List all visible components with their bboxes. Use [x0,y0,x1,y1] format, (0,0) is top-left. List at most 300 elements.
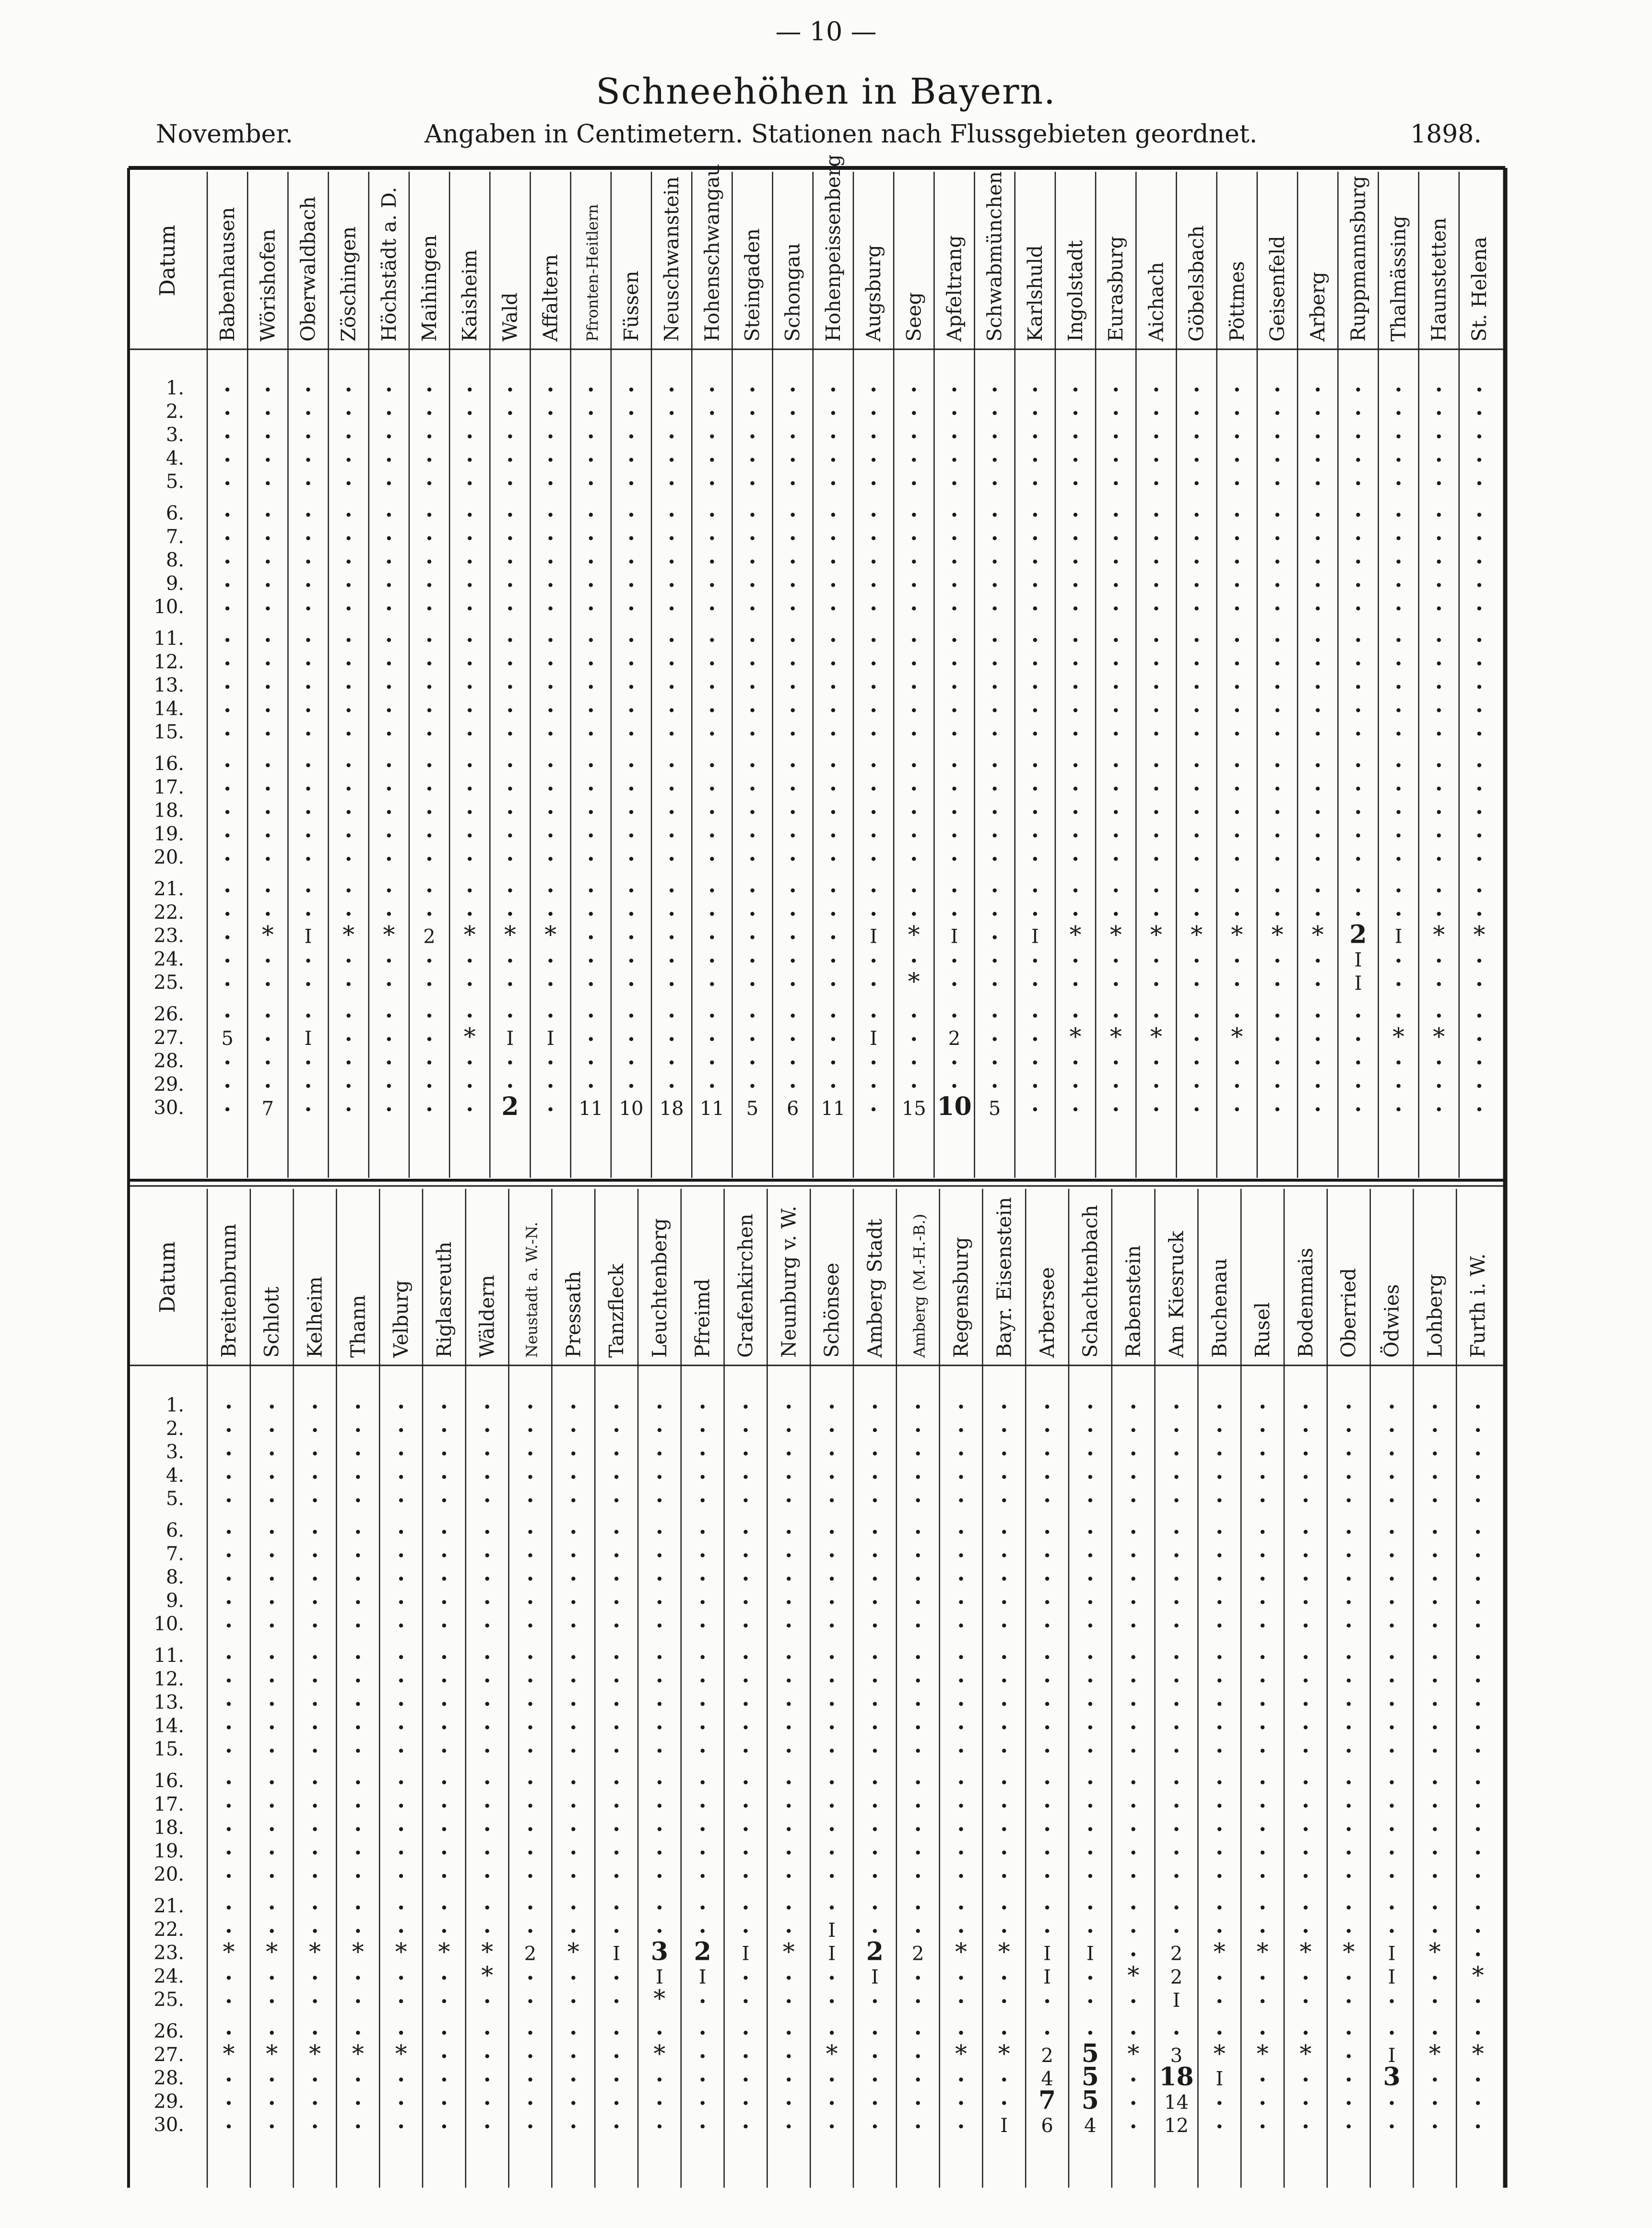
no-snow-dot [1433,1850,1437,1854]
no-snow-dot [750,857,754,861]
no-snow-dot [266,434,270,438]
no-snow-dot [1275,434,1279,438]
no-snow-dot [485,2077,489,2081]
no-snow-dot [1033,763,1037,767]
day-label: 21. [153,1895,184,1917]
no-snow-dot [1045,1498,1049,1502]
no-snow-dot [1045,1874,1049,1878]
no-snow-dot [1316,787,1320,791]
no-snow-dot [873,2031,877,2035]
no-snow-dot [916,1475,920,1479]
no-snow-dot [1476,1906,1480,1909]
snow-depth-value: I [1000,2115,1008,2137]
no-snow-dot [1477,481,1481,485]
station-header: Seeg [902,292,926,342]
no-snow-dot [485,1804,489,1808]
no-snow-dot [614,1725,618,1729]
no-snow-dot [1235,708,1239,712]
trace-snow-mark: * [1109,921,1122,949]
no-snow-dot [571,1600,575,1604]
no-snow-dot [589,1060,593,1064]
no-snow-dot [1217,1780,1221,1784]
no-snow-dot [225,1060,229,1064]
no-snow-dot [750,912,754,916]
no-snow-dot [306,559,310,563]
no-snow-dot [743,1679,747,1683]
trace-snow-mark: * [826,2039,838,2068]
no-snow-dot [1261,2101,1264,2105]
no-snow-dot [1396,708,1400,712]
no-snow-dot [1194,1014,1198,1018]
day-label: 8. [165,1566,184,1588]
station-header: Grafenkirchen [734,1213,757,1358]
no-snow-dot [831,810,835,814]
no-snow-dot [427,411,431,415]
snow-depth-value: I [1086,1943,1094,1965]
no-snow-dot [1356,434,1360,438]
no-snow-dot [1396,662,1400,665]
no-snow-dot [346,606,350,610]
no-snow-dot [1174,1906,1178,1909]
no-snow-dot [992,606,996,610]
no-snow-dot [872,638,875,642]
no-snow-dot [571,1624,575,1627]
no-snow-dot [1476,1655,1480,1659]
no-snow-dot [1074,513,1077,517]
no-snow-dot [270,1679,274,1683]
no-snow-dot [313,1576,317,1580]
no-snow-dot [916,1624,920,1627]
no-snow-dot [952,1060,956,1064]
no-snow-dot [313,1976,317,1979]
no-snow-dot [306,833,310,837]
no-snow-dot [313,1553,317,1557]
no-snow-dot [387,685,391,688]
snow-depth-value: 2 [1041,2044,1053,2067]
no-snow-dot [508,1060,512,1064]
no-snow-dot [306,536,310,540]
no-snow-dot [346,857,350,861]
no-snow-dot [1347,1655,1351,1659]
no-snow-dot [1356,1107,1360,1111]
no-snow-dot [1174,1679,1178,1683]
no-snow-dot [1390,1804,1393,1808]
no-snow-dot [266,857,270,861]
no-snow-dot [468,1107,472,1111]
day-label: 26. [153,2020,184,2042]
trace-snow-mark: * [395,2039,407,2068]
no-snow-dot [750,685,754,688]
no-snow-dot [1356,1014,1360,1018]
no-snow-dot [750,982,754,986]
no-snow-dot [658,1576,661,1580]
no-snow-dot [1261,1929,1264,1933]
no-snow-dot [387,787,391,791]
no-snow-dot [508,912,512,916]
no-snow-dot [313,1600,317,1604]
no-snow-dot [528,1827,532,1831]
station-header: Amberg (M.-H.-B.) [910,1213,929,1358]
no-snow-dot [1356,732,1360,735]
no-snow-dot [227,1976,231,1979]
no-snow-dot [1194,787,1198,791]
no-snow-dot [830,2031,834,2035]
no-snow-dot [787,2077,791,2081]
no-snow-dot [1347,1804,1351,1808]
no-snow-dot [710,685,714,688]
no-snow-dot [1074,559,1077,563]
no-snow-dot [629,1014,633,1018]
no-snow-dot [872,1014,875,1018]
no-snow-dot [831,685,835,688]
no-snow-dot [356,1929,360,1933]
no-snow-dot [528,1600,532,1604]
no-snow-dot [912,912,916,916]
no-snow-dot [750,763,754,767]
no-snow-dot [1002,1451,1006,1455]
day-label: 20. [153,1863,184,1886]
no-snow-dot [225,708,229,712]
no-snow-dot [1114,559,1118,563]
no-snow-dot [670,411,673,415]
no-snow-dot [629,810,633,814]
no-snow-dot [442,1428,446,1432]
no-snow-dot [1174,1475,1178,1479]
no-snow-dot [1088,1749,1092,1753]
no-snow-dot [830,2101,834,2105]
no-snow-dot [831,536,835,540]
no-snow-dot [1114,982,1118,986]
no-snow-dot [227,1405,231,1409]
station-header: Pfreimd [691,1279,714,1358]
no-snow-dot [743,1999,747,2003]
day-label: 30. [153,1097,184,1119]
no-snow-dot [1132,1999,1135,2003]
no-snow-dot [1194,685,1198,688]
no-snow-dot [831,912,835,916]
no-snow-dot [872,1060,875,1064]
no-snow-dot [1217,1906,1221,1909]
no-snow-dot [270,1906,274,1909]
day-label: 20. [153,846,184,869]
no-snow-dot [528,2031,532,2035]
no-snow-dot [658,1553,661,1557]
no-snow-dot [1033,685,1037,688]
no-snow-dot [1174,1405,1178,1409]
no-snow-dot [670,536,673,540]
no-snow-dot [629,708,633,712]
no-snow-dot [589,559,593,563]
trace-snow-mark: * [908,968,920,996]
no-snow-dot [743,1428,747,1432]
no-snow-dot [1476,1725,1480,1729]
no-snow-dot [1316,513,1320,517]
no-snow-dot [1045,1576,1049,1580]
no-snow-dot [787,1655,791,1659]
no-snow-dot [791,638,795,642]
day-label: 10. [153,1613,184,1635]
no-snow-dot [528,1725,532,1729]
no-snow-dot [356,1725,360,1729]
no-snow-dot [658,2124,661,2128]
no-snow-dot [1390,1428,1393,1432]
no-snow-dot [1132,1850,1135,1854]
no-snow-dot [952,411,956,415]
station-header: Neunburg v. W. [777,1206,801,1358]
no-snow-dot [1261,1600,1264,1604]
no-snow-dot [831,935,835,939]
no-snow-dot [952,912,956,916]
no-snow-dot [1477,912,1481,916]
no-snow-dot [571,1804,575,1808]
no-snow-dot [701,1874,705,1878]
day-label: 27. [153,2043,184,2066]
no-snow-dot [1476,1749,1480,1753]
no-snow-dot [1477,638,1481,642]
no-snow-dot [873,1850,877,1854]
no-snow-dot [1261,1999,1264,2003]
no-snow-dot [548,513,552,517]
no-snow-dot [992,708,996,712]
no-snow-dot [670,685,673,688]
no-snow-dot [992,763,996,767]
snow-depth-value: 10 [619,1098,644,1120]
no-snow-dot [528,1553,532,1557]
no-snow-dot [1433,1749,1437,1753]
station-header: Neustadt a. W.-N. [522,1221,541,1358]
no-snow-dot [442,2101,446,2105]
no-snow-dot [750,1037,754,1041]
no-snow-dot [1437,536,1441,540]
no-snow-dot [1217,1405,1221,1409]
no-snow-dot [710,1037,714,1041]
no-snow-dot [313,1999,317,2003]
no-snow-dot [916,1906,920,1909]
no-snow-dot [916,1725,920,1729]
no-snow-dot [399,1929,403,1933]
no-snow-dot [266,982,270,986]
no-snow-dot [387,536,391,540]
no-snow-dot [831,833,835,837]
no-snow-dot [1476,2101,1480,2105]
no-snow-dot [1114,513,1118,517]
no-snow-dot [399,2124,403,2128]
no-snow-dot [1217,1827,1221,1831]
no-snow-dot [356,2124,360,2128]
no-snow-dot [528,1475,532,1479]
no-snow-dot [270,1999,274,2003]
no-snow-dot [508,833,512,837]
station-header: Hohenpeissenberg [821,154,845,342]
no-snow-dot [313,1530,317,1534]
no-snow-dot [1275,912,1279,916]
no-snow-dot [916,1874,920,1878]
trace-snow-mark: * [1311,921,1324,949]
no-snow-dot [1002,1827,1006,1831]
no-snow-dot [710,857,714,861]
no-snow-dot [1356,388,1360,391]
no-snow-dot [1356,763,1360,767]
no-snow-dot [589,889,593,892]
no-snow-dot [952,481,956,485]
no-snow-dot [1275,1014,1279,1018]
no-snow-dot [1433,1999,1437,2003]
no-snow-dot [1088,2031,1092,2035]
no-snow-dot [959,1553,963,1557]
no-snow-dot [614,1600,618,1604]
no-snow-dot [1088,1850,1092,1854]
no-snow-dot [225,583,229,587]
no-snow-dot [1437,513,1441,517]
trace-snow-mark: * [1299,2039,1312,2068]
no-snow-dot [1194,1084,1198,1088]
no-snow-dot [916,1576,920,1580]
no-snow-dot [791,1084,795,1088]
no-snow-dot [1194,1060,1198,1064]
no-snow-dot [346,1014,350,1018]
no-snow-dot [1235,857,1239,861]
no-snow-dot [959,1600,963,1604]
no-snow-dot [225,1107,229,1111]
no-snow-dot [548,889,552,892]
no-snow-dot [1261,1679,1264,1683]
no-snow-dot [1045,1655,1049,1659]
no-snow-dot [710,708,714,712]
no-snow-dot [750,889,754,892]
no-snow-dot [916,2031,920,2035]
no-snow-dot [468,513,472,517]
no-snow-dot [1217,1475,1221,1479]
no-snow-dot [1390,1451,1393,1455]
no-snow-dot [670,935,673,939]
no-snow-dot [1316,606,1320,610]
day-label: 22. [153,901,184,924]
no-snow-dot [589,982,593,986]
no-snow-dot [1114,434,1118,438]
no-snow-dot [710,912,714,916]
day-label: 23. [153,924,184,947]
station-header: Kelheim [303,1276,327,1358]
no-snow-dot [1390,1702,1393,1706]
no-snow-dot [1033,583,1037,587]
no-snow-dot [1476,2124,1480,2128]
station-header: Buchenau [1208,1258,1231,1358]
no-snow-dot [1433,1655,1437,1659]
no-snow-dot [1033,559,1037,563]
trace-snow-mark: * [481,1938,494,1966]
no-snow-dot [313,1929,317,1933]
no-snow-dot [1088,1874,1092,1878]
no-snow-dot [872,559,875,563]
no-snow-dot [1132,1952,1135,1956]
no-snow-dot [227,2031,231,2035]
no-snow-dot [356,1804,360,1808]
snow-depth-value: 18 [1159,2062,1194,2092]
station-header: Rabenstein [1121,1245,1145,1358]
no-snow-dot [346,912,350,916]
no-snow-dot [427,1014,431,1018]
no-snow-dot [468,1014,472,1018]
no-snow-dot [270,1475,274,1479]
no-snow-dot [1275,685,1279,688]
no-snow-dot [225,481,229,485]
no-snow-dot [1114,481,1118,485]
trace-snow-mark: * [309,1938,321,1966]
snow-depth-value: 5 [746,1098,759,1120]
no-snow-dot [1390,1600,1393,1604]
day-label: 4. [165,447,184,470]
no-snow-dot [831,732,835,735]
no-snow-dot [710,513,714,517]
no-snow-dot [485,1780,489,1784]
no-snow-dot [750,810,754,814]
no-snow-dot [346,638,350,642]
no-snow-dot [1174,1530,1178,1534]
no-snow-dot [750,935,754,939]
no-snow-dot [399,1702,403,1706]
no-snow-dot [1217,1702,1221,1706]
no-snow-dot [1045,1553,1049,1557]
no-snow-dot [387,583,391,587]
trace-snow-mark: * [352,2039,364,2068]
no-snow-dot [992,732,996,735]
no-snow-dot [791,388,795,391]
no-snow-dot [548,732,552,735]
no-snow-dot [306,411,310,415]
no-snow-dot [356,1405,360,1409]
no-snow-dot [916,1749,920,1753]
no-snow-dot [1088,1906,1092,1909]
no-snow-dot [710,536,714,540]
no-snow-dot [356,1976,360,1979]
no-snow-dot [1132,1428,1135,1432]
station-header: Wald [498,292,522,342]
no-snow-dot [571,1999,575,2003]
no-snow-dot [589,662,593,665]
no-snow-dot [1217,1874,1221,1878]
no-snow-dot [1217,1929,1221,1933]
no-snow-dot [1132,1929,1135,1933]
no-snow-dot [1217,1725,1221,1729]
no-snow-dot [306,1060,310,1064]
no-snow-dot [508,536,512,540]
station-header: Neuschwanstein [660,176,684,342]
no-snow-dot [270,2101,274,2105]
no-snow-dot [270,1929,274,1933]
no-snow-dot [1002,1929,1006,1933]
no-snow-dot [468,1084,472,1088]
no-snow-dot [658,1498,661,1502]
no-snow-dot [1261,1780,1264,1784]
no-snow-dot [346,434,350,438]
no-snow-dot [701,2031,705,2035]
station-header: Pöttmes [1225,261,1249,342]
no-snow-dot [1390,1655,1393,1659]
no-snow-dot [1217,1679,1221,1683]
no-snow-dot [873,1780,877,1784]
no-snow-dot [548,606,552,610]
no-snow-dot [912,708,916,712]
no-snow-dot [346,889,350,892]
no-snow-dot [589,833,593,837]
day-label: 25. [153,1989,184,2011]
no-snow-dot [743,1725,747,1729]
no-snow-dot [227,2101,231,2105]
no-snow-dot [791,458,795,462]
no-snow-dot [571,2031,575,2035]
no-snow-dot [1275,810,1279,814]
no-snow-dot [791,935,795,939]
